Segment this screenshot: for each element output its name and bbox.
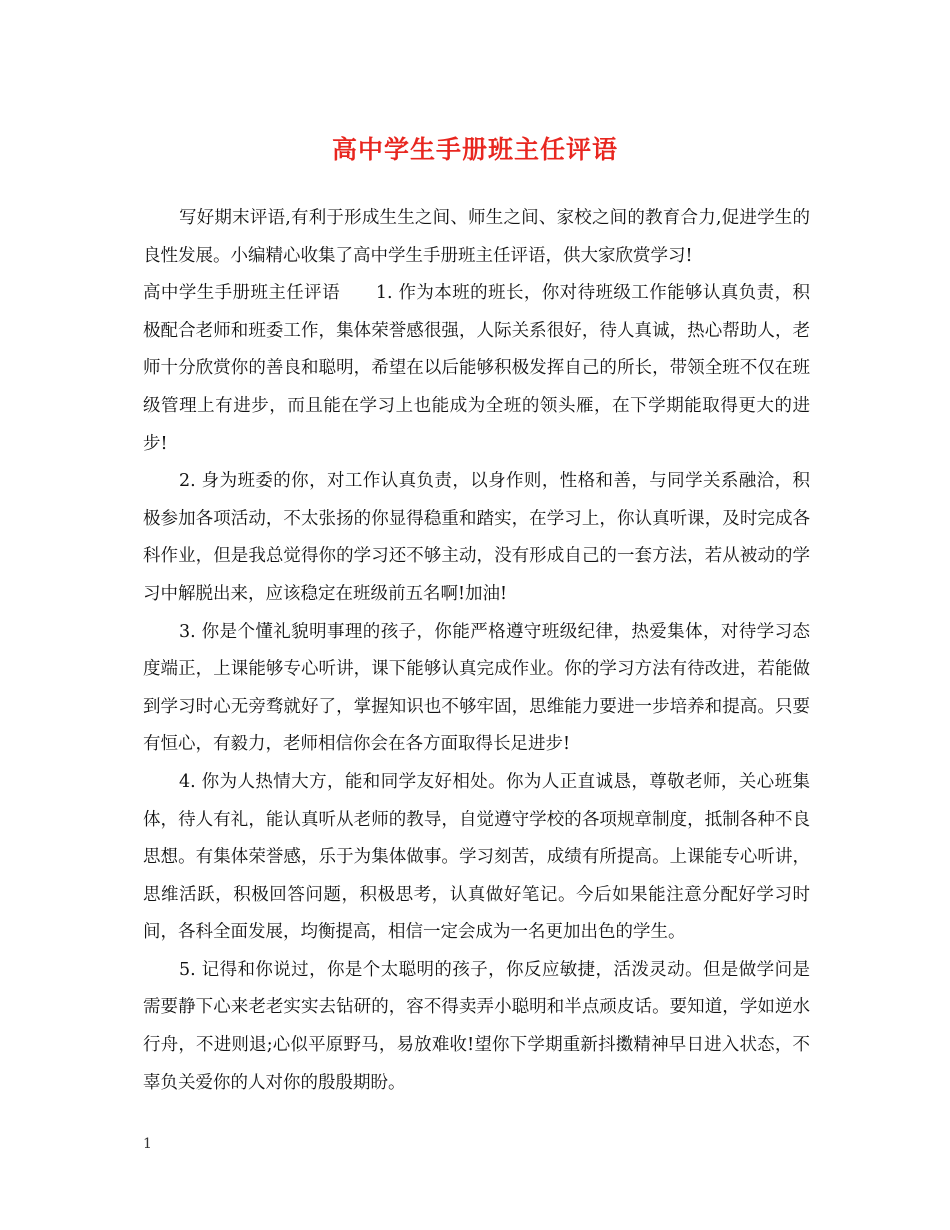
page-number: 1 (143, 1136, 152, 1152)
comment-paragraph-3: 3. 你是个懂礼貌明事理的孩子，你能严格遵守班级纪律，热爱集体，对待学习态度端正，上课能够专心听讲，课下能够认真完成作业。你的学习方法有待改进，若能做到学习时心无旁骛就好了，掌握知识也不够牢固，思维能力要进一步培养和提高。只要有恒心，有毅力，老师相信你会在各方面取得长足进步! (143, 621, 810, 755)
comment-paragraph-5: 5. 记得和你说过，你是个太聪明的孩子，你反应敏捷，活泼灵动。但是做学问是需要静下心来老老实实去钻研的，容不得卖弄小聪明和半点顽皮话。要知道，学如逆水行舟，不进则退;心似平原野马，易放难收!望你下学期重新抖擞精神早日进入状态，不辜负关爱你的人对你的殷殷期盼。 (143, 959, 810, 1093)
page-title: 高中学生手册班主任评语 (331, 135, 618, 164)
intro-paragraph: 写好期末评语,有利于形成生生之间、师生之间、家校之间的教育合力,促进学生的良性发展。小编精心收集了高中学生手册班主任评语，供大家欣赏学习! (143, 208, 810, 266)
document-body (143, 200, 810, 1102)
comment-paragraph-4: 4. 你为人热情大方，能和同学友好相处。你为人正直诚恳，尊敬老师，关心班集体，待人有礼，能认真听从老师的教导，自觉遵守学校的各项规章制度，抵制各种不良思想。有集体荣誉感，乐于为集体做事。学习刻苦，成绩有所提高。上课能专心听讲，思维活跃，积极回答问题，积极思考，认真做好笔记。今后如果能注意分配好学习时间，各科全面发展，均衡提高，相信一定会成为一名更加出色的学生。 (143, 771, 810, 943)
comment-paragraph-1: 高中学生手册班主任评语 1. 作为本班的班长，你对待班级工作能够认真负责，积极配合老师和班委工作，集体荣誉感很强，人际关系很好，待人真诚，热心帮助人，老师十分欣赏你的善良和聪明，希望在以后能够积极发挥自己的所长，带领全班不仅在班级管理上有进步，而且能在学习上也能成为全班的领头雁，在下学期能取得更大的进步! (143, 283, 810, 454)
comment-paragraph-2: 2. 身为班委的你，对工作认真负责，以身作则，性格和善，与同学关系融洽，积极参加各项活动，不太张扬的你显得稳重和踏实，在学习上，你认真听课，及时完成各科作业，但是我总觉得你的学习还不够主动，没有形成自己的一套方法，若从被动的学习中解脱出来，应该稳定在班级前五名啊!加油! (143, 471, 810, 604)
